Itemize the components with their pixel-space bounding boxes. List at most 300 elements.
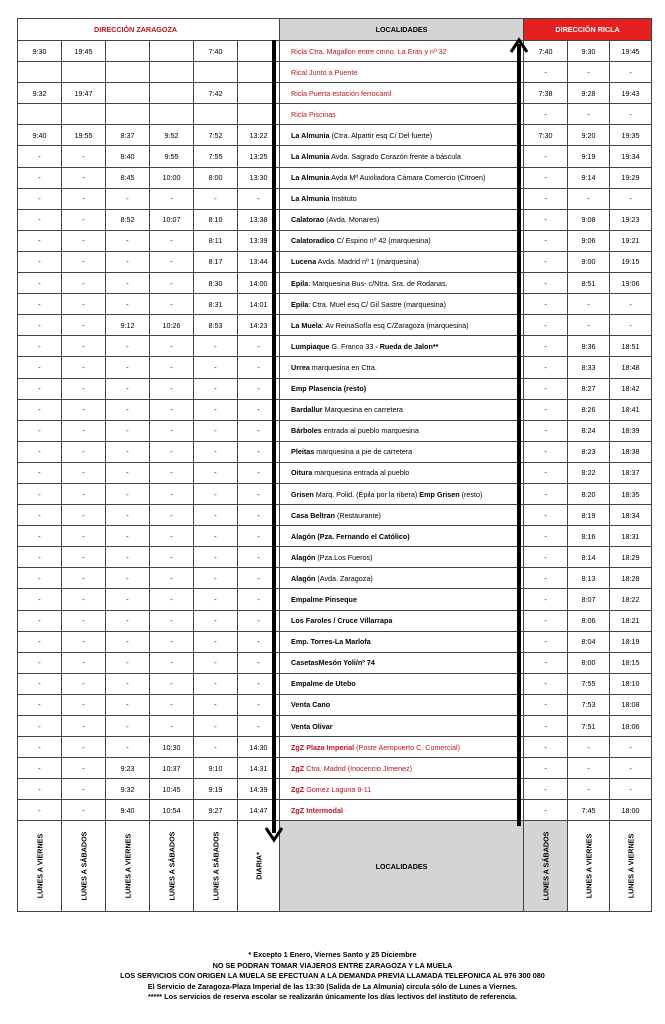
zgz-time-cell: 14:23 (238, 315, 280, 336)
locality-text: La Almunia (291, 194, 330, 204)
locality-text: entrada al pueblo marquesina (321, 426, 419, 436)
down-arrow-icon (264, 826, 284, 844)
locality-text: marquesina a pie de carretera (314, 447, 413, 457)
zgz-time-cell: 9:40 (106, 800, 150, 821)
zgz-time-cell: 10:00 (150, 167, 194, 188)
zgz-time-cell: - (106, 589, 150, 610)
zgz-time-cell: - (106, 399, 150, 420)
zgz-time-cell: 8:52 (106, 209, 150, 230)
table-row (18, 336, 652, 357)
ricla-time-cell: 19:43 (610, 83, 652, 104)
locality-text: Bardallur (291, 405, 323, 415)
locality-text: : Marquesina Bus- c/Ntra. Sra. de Rodanas. (308, 278, 448, 288)
zgz-time-cell: - (238, 399, 280, 420)
ricla-time-cell: 7:45 (568, 800, 610, 821)
zgz-time-cell: - (18, 483, 62, 504)
locality-text: Casa Beltran (291, 510, 335, 520)
zgz-time-cell: 9:23 (106, 758, 150, 779)
zgz-time-cell: - (18, 505, 62, 526)
ricla-time-cell: 18:35 (610, 483, 652, 504)
zgz-time-cell: - (18, 167, 62, 188)
ricla-time-cell: 9:19 (568, 146, 610, 167)
zgz-time-cell: - (238, 694, 280, 715)
zgz-time-cell: - (106, 673, 150, 694)
zgz-time-cell: - (238, 188, 280, 209)
zgz-time-cell: - (18, 357, 62, 378)
zgz-time-cell: - (106, 716, 150, 737)
locality-text: Marq. Polid. (Épila por la ribera) (313, 489, 420, 499)
ricla-time-cell: 8:51 (568, 273, 610, 294)
locality-cell (280, 652, 524, 673)
up-arrow-icon (509, 36, 529, 54)
ricla-time-cell: 18:06 (610, 716, 652, 737)
ricla-time-cell: 18:37 (610, 462, 652, 483)
zgz-time-cell: - (18, 146, 62, 167)
table-row (18, 652, 652, 673)
locality-text: Urrea (291, 362, 310, 372)
zgz-time-cell: - (18, 779, 62, 800)
locality-cell (280, 125, 524, 146)
zgz-time-cell: - (18, 610, 62, 631)
locality-text: Ricla (291, 46, 308, 56)
zgz-time-cell (150, 62, 194, 83)
zgz-time-cell: - (194, 420, 238, 441)
zgz-time-cell: - (150, 652, 194, 673)
locality-cell (280, 589, 524, 610)
ricla-time-cell: - (524, 758, 568, 779)
table-row (18, 779, 652, 800)
ricla-time-cell: - (568, 294, 610, 315)
table-row (18, 273, 652, 294)
zgz-time-cell: - (18, 273, 62, 294)
zgz-time-cell: - (194, 188, 238, 209)
footer-ricla-day-1: LUNES A SÁBADOS (524, 821, 568, 912)
zgz-time-cell: - (62, 610, 106, 631)
zgz-time-cell: 14:47 (238, 800, 280, 821)
zgz-time-cell: - (238, 357, 280, 378)
zgz-time-cell: - (194, 568, 238, 589)
ricla-time-cell: 18:21 (610, 610, 652, 631)
locality-cell (280, 146, 524, 167)
locality-cell (280, 83, 524, 104)
locality-text: ZgZ (291, 763, 305, 773)
ricla-time-cell: 9:08 (568, 209, 610, 230)
zgz-time-cell: - (62, 716, 106, 737)
zgz-time-cell: - (238, 610, 280, 631)
zgz-time-cell: - (18, 716, 62, 737)
zgz-time-cell: 9:19 (194, 779, 238, 800)
zgz-time-cell: - (150, 188, 194, 209)
zgz-time-cell: 14:39 (238, 779, 280, 800)
ricla-time-cell: 19:34 (610, 146, 652, 167)
locality-cell (280, 462, 524, 483)
zgz-time-cell: - (18, 399, 62, 420)
locality-text: (resto) (459, 489, 483, 499)
zgz-time-cell: 10:37 (150, 758, 194, 779)
ricla-time-cell: 8:22 (568, 462, 610, 483)
locality-text: Lumpiaque (291, 341, 330, 351)
locality-cell (280, 378, 524, 399)
ricla-time-cell: - (524, 483, 568, 504)
zgz-time-cell: - (238, 462, 280, 483)
zgz-time-cell: - (150, 399, 194, 420)
zgz-time-cell: - (106, 441, 150, 462)
ricla-time-cell: - (524, 505, 568, 526)
zgz-time-cell: - (194, 357, 238, 378)
ricla-time-cell: - (610, 104, 652, 125)
locality-text: Alagón (291, 552, 316, 562)
locality-text: ZgZ Plaza Imperial (291, 742, 355, 752)
table-row (18, 673, 652, 694)
note-3: LOS SERVICIOS CON ORIGEN LA MUELA SE EFECTUAN A LA DEMANDA PREVIA LLAMADA TELEFONICA AL 976 300 080 (120, 971, 545, 981)
zgz-time-cell: - (194, 505, 238, 526)
zgz-time-cell: - (194, 526, 238, 547)
table-row (18, 547, 652, 568)
zgz-time-cell: - (238, 568, 280, 589)
zgz-time-cell: - (18, 526, 62, 547)
table-row (18, 209, 652, 230)
ricla-time-cell: - (568, 62, 610, 83)
locality-cell (280, 505, 524, 526)
footer-zgz-day-2: LUNES A SÁBADOS (62, 821, 106, 912)
table-row (18, 125, 652, 146)
zgz-time-cell: - (194, 610, 238, 631)
locality-cell (280, 357, 524, 378)
zgz-time-cell: - (194, 441, 238, 462)
zgz-time-cell: - (106, 420, 150, 441)
zgz-time-cell: - (62, 167, 106, 188)
locality-text: Empalme Pinseque (291, 594, 357, 604)
zgz-time-cell (194, 62, 238, 83)
zgz-time-cell: - (62, 547, 106, 568)
locality-cell (280, 167, 524, 188)
locality-text: marquesina en Ctra. (309, 362, 377, 372)
ricla-time-cell: 19:21 (610, 230, 652, 251)
zgz-time-cell: 13:30 (238, 167, 280, 188)
ricla-time-cell: 18:28 (610, 568, 652, 589)
locality-cell (280, 547, 524, 568)
zgz-time-cell: 8:30 (194, 273, 238, 294)
table-row (18, 251, 652, 272)
timetable (17, 18, 652, 912)
zgz-time-cell: - (62, 420, 106, 441)
ricla-time-cell: - (610, 294, 652, 315)
zgz-time-cell: - (62, 209, 106, 230)
ricla-time-cell: 9:30 (568, 41, 610, 62)
table-row (18, 62, 652, 83)
zgz-time-cell: - (106, 631, 150, 652)
ricla-time-cell: - (524, 800, 568, 821)
zgz-time-cell (18, 104, 62, 125)
zgz-time-cell: - (62, 188, 106, 209)
locality-text: Ctra. Magallon entre cmno. La Eras y nº 32 (309, 46, 447, 56)
zgz-time-cell: - (194, 399, 238, 420)
locality-cell (280, 568, 524, 589)
note-2: NO SE PODRAN TOMAR VIAJEROS ENTRE ZARAGOZA Y LA MUELA (212, 960, 453, 970)
locality-text: ZgZ (291, 784, 305, 794)
zgz-time-cell: - (106, 737, 150, 758)
up-arrow-line (517, 44, 521, 826)
zgz-time-cell: - (62, 399, 106, 420)
locality-cell (280, 209, 524, 230)
ricla-time-cell: 7:51 (568, 716, 610, 737)
locality-text: Ctra. Madrid (Inocencio Jimenez) (304, 763, 413, 773)
footer-row (18, 821, 652, 912)
zgz-time-cell: - (238, 716, 280, 737)
ricla-time-cell: 8:36 (568, 336, 610, 357)
locality-text: ZgZ Intermodal (291, 805, 343, 815)
note-5: ***** Los servicios de reserva escolar se realizarán únicamente los días lectivos del instituto de referencia. (147, 992, 518, 1002)
ricla-time-cell: - (568, 779, 610, 800)
locality-text: : Ctra. Muel esq C/ Gil Sastre (marquesina) (308, 299, 447, 309)
locality-text: Calatorao (291, 215, 325, 225)
zgz-time-cell: 7:40 (194, 41, 238, 62)
zgz-time-cell: - (238, 526, 280, 547)
locality-cell (280, 230, 524, 251)
zgz-time-cell: - (18, 188, 62, 209)
zgz-time-cell: - (62, 357, 106, 378)
ricla-time-cell: 18:15 (610, 652, 652, 673)
ricla-time-cell: 7:40 (524, 41, 568, 62)
locality-text: Oitura (291, 468, 313, 478)
locality-text: Venta Olivar (291, 721, 333, 731)
locality-text: (Restaurante) (334, 510, 381, 520)
locality-text: (Avda. Zaragoza) (315, 573, 373, 583)
zgz-time-cell: 8:40 (106, 146, 150, 167)
locality-cell (280, 631, 524, 652)
zgz-time-cell (150, 41, 194, 62)
locality-text: Ricla (291, 88, 308, 98)
ricla-time-cell: 18:08 (610, 694, 652, 715)
table-row (18, 167, 652, 188)
ricla-time-cell: - (524, 462, 568, 483)
ricla-time-cell: 9:14 (568, 167, 610, 188)
zgz-time-cell: 14:31 (238, 758, 280, 779)
ricla-time-cell: 8:23 (568, 441, 610, 462)
ricla-time-cell: 19:06 (610, 273, 652, 294)
table-row (18, 758, 652, 779)
zgz-time-cell: 14:01 (238, 294, 280, 315)
locality-text: Puerta estación ferrocarril (309, 88, 392, 98)
zgz-time-cell: 10:30 (150, 737, 194, 758)
zgz-time-cell: - (106, 610, 150, 631)
zgz-time-cell: 8:17 (194, 251, 238, 272)
locality-text: marquesina entrada al pueblo (312, 468, 410, 478)
locality-text: (Pza.Los Fueros) (315, 552, 373, 562)
zgz-time-cell: 9:10 (194, 758, 238, 779)
locality-text: C/ Espino nº 42 (marquesina) (334, 236, 431, 246)
locality-cell (280, 800, 524, 821)
ricla-time-cell: 7:38 (524, 83, 568, 104)
zgz-time-cell: - (62, 462, 106, 483)
zgz-time-cell: - (62, 294, 106, 315)
zgz-time-cell: - (62, 758, 106, 779)
zgz-time-cell: - (18, 209, 62, 230)
zgz-time-cell: - (106, 505, 150, 526)
zgz-time-cell: - (238, 631, 280, 652)
zgz-time-cell: 14:30 (238, 737, 280, 758)
ricla-time-cell: 18:48 (610, 357, 652, 378)
locality-text: Junto a Puente (309, 67, 358, 77)
zgz-time-cell: - (106, 357, 150, 378)
ricla-time-cell: - (524, 294, 568, 315)
table-row (18, 589, 652, 610)
ricla-time-cell: - (524, 357, 568, 378)
locality-text: Venta Cano (291, 700, 331, 710)
zgz-time-cell: - (238, 420, 280, 441)
zgz-time-cell: - (18, 737, 62, 758)
locality-cell (280, 41, 524, 62)
ricla-time-cell: 18:31 (610, 526, 652, 547)
ricla-time-cell: 18:10 (610, 673, 652, 694)
locality-text: G. Franco 33 (329, 341, 376, 351)
ricla-time-cell: - (524, 568, 568, 589)
zgz-time-cell: - (150, 294, 194, 315)
zgz-time-cell: 9:12 (106, 315, 150, 336)
ricla-time-cell: - (524, 694, 568, 715)
zgz-time-cell: - (106, 694, 150, 715)
table-row (18, 610, 652, 631)
footer-zgz-day-6: DIARIA* (238, 821, 280, 912)
zgz-time-cell: - (62, 800, 106, 821)
zgz-time-cell: - (62, 273, 106, 294)
table-row (18, 104, 652, 125)
zgz-time-cell: - (238, 673, 280, 694)
zgz-time-cell: - (238, 652, 280, 673)
table-row (18, 315, 652, 336)
zgz-time-cell: - (106, 230, 150, 251)
ricla-time-cell: 8:24 (568, 420, 610, 441)
ricla-time-cell: - (524, 315, 568, 336)
locality-cell (280, 610, 524, 631)
ricla-time-cell: - (524, 716, 568, 737)
table-row (18, 83, 652, 104)
ricla-time-cell: 18:22 (610, 589, 652, 610)
ricla-time-cell: 18:39 (610, 420, 652, 441)
ricla-time-cell: 8:16 (568, 526, 610, 547)
ricla-time-cell: - (524, 420, 568, 441)
table-row (18, 441, 652, 462)
zgz-time-cell: - (106, 483, 150, 504)
ricla-time-cell: 19:23 (610, 209, 652, 230)
zgz-time-cell: - (106, 378, 150, 399)
zgz-time-cell: - (62, 652, 106, 673)
zgz-time-cell: 10:45 (150, 779, 194, 800)
ricla-time-cell: 8:26 (568, 399, 610, 420)
ricla-time-cell: 8:19 (568, 505, 610, 526)
table-row (18, 188, 652, 209)
zgz-time-cell: - (18, 230, 62, 251)
footer-ricla-day-3: LUNES A VIERNES (610, 821, 652, 912)
zgz-time-cell: - (150, 378, 194, 399)
locality-cell (280, 188, 524, 209)
ricla-time-cell: - (568, 758, 610, 779)
locality-cell (280, 779, 524, 800)
zgz-time-cell: - (18, 462, 62, 483)
ricla-time-cell: - (524, 336, 568, 357)
zgz-time-cell: 8:37 (106, 125, 150, 146)
ricla-time-cell: 8:04 (568, 631, 610, 652)
note-1: * Excepto 1 Enero, Viernes Santo y 25 Diciembre (248, 950, 417, 959)
zgz-time-cell: - (238, 336, 280, 357)
zgz-time-cell: 8:45 (106, 167, 150, 188)
zgz-time-cell: 8:31 (194, 294, 238, 315)
zgz-time-cell: 10:26 (150, 315, 194, 336)
locality-text: (Ctra. Alpartir esq C/ Del fuerte) (329, 130, 433, 140)
zgz-time-cell: 10:54 (150, 800, 194, 821)
zgz-time-cell: - (194, 737, 238, 758)
zgz-time-cell: 8:11 (194, 230, 238, 251)
zgz-time-cell: - (150, 716, 194, 737)
zgz-time-cell: - (238, 505, 280, 526)
zgz-time-cell: 19:45 (62, 41, 106, 62)
zgz-time-cell: - (238, 441, 280, 462)
zgz-time-cell: 13:39 (238, 230, 280, 251)
locality-text: (Poste Aeropuerto C. Comercial) (354, 742, 460, 752)
table-row (18, 505, 652, 526)
locality-cell (280, 336, 524, 357)
timetable-body (18, 19, 652, 821)
zgz-time-cell: - (18, 294, 62, 315)
ricla-time-cell: - (524, 526, 568, 547)
locality-text: Ricla (291, 109, 308, 119)
zgz-time-cell (150, 83, 194, 104)
locality-text: (Avda. Monares) (324, 215, 380, 225)
zgz-time-cell: 14:00 (238, 273, 280, 294)
zgz-time-cell: - (150, 526, 194, 547)
zgz-time-cell: - (62, 779, 106, 800)
ricla-time-cell: - (524, 652, 568, 673)
ricla-time-cell: 8:27 (568, 378, 610, 399)
zgz-time-cell: 9:32 (106, 779, 150, 800)
locality-text: Empalme de Utebo (291, 679, 356, 689)
table-row (18, 568, 652, 589)
ricla-time-cell: 19:35 (610, 125, 652, 146)
down-arrow-line (272, 40, 276, 833)
ricla-time-cell: 7:30 (524, 125, 568, 146)
ricla-time-cell: - (524, 209, 568, 230)
zgz-time-cell: - (106, 462, 150, 483)
ricla-time-cell: - (524, 62, 568, 83)
table-row (18, 526, 652, 547)
ricla-time-cell: 7:53 (568, 694, 610, 715)
ricla-time-cell: 18:00 (610, 800, 652, 821)
direccion-ricla-header: DIRECCIÓN RICLA (524, 19, 652, 41)
zgz-time-cell: 9:32 (18, 83, 62, 104)
zgz-time-cell: 7:52 (194, 125, 238, 146)
zgz-time-cell: - (18, 547, 62, 568)
zgz-time-cell: - (194, 652, 238, 673)
zgz-time-cell: - (62, 589, 106, 610)
zgz-time-cell: - (150, 273, 194, 294)
ricla-time-cell: - (568, 737, 610, 758)
zgz-time-cell: - (150, 631, 194, 652)
zgz-time-cell: - (18, 800, 62, 821)
ricla-time-cell: - (524, 167, 568, 188)
locality-text: Rical (291, 67, 308, 77)
zgz-time-cell: - (238, 483, 280, 504)
zgz-time-cell: 13:38 (238, 209, 280, 230)
table-row (18, 716, 652, 737)
zgz-time-cell: - (150, 483, 194, 504)
zgz-time-cell: 9:27 (194, 800, 238, 821)
ricla-time-cell: - (524, 737, 568, 758)
locality-text: Instituto (329, 194, 357, 204)
locality-text: Lucena (291, 257, 317, 267)
locality-cell (280, 62, 524, 83)
ricla-time-cell: 18:29 (610, 547, 652, 568)
zgz-time-cell (18, 62, 62, 83)
